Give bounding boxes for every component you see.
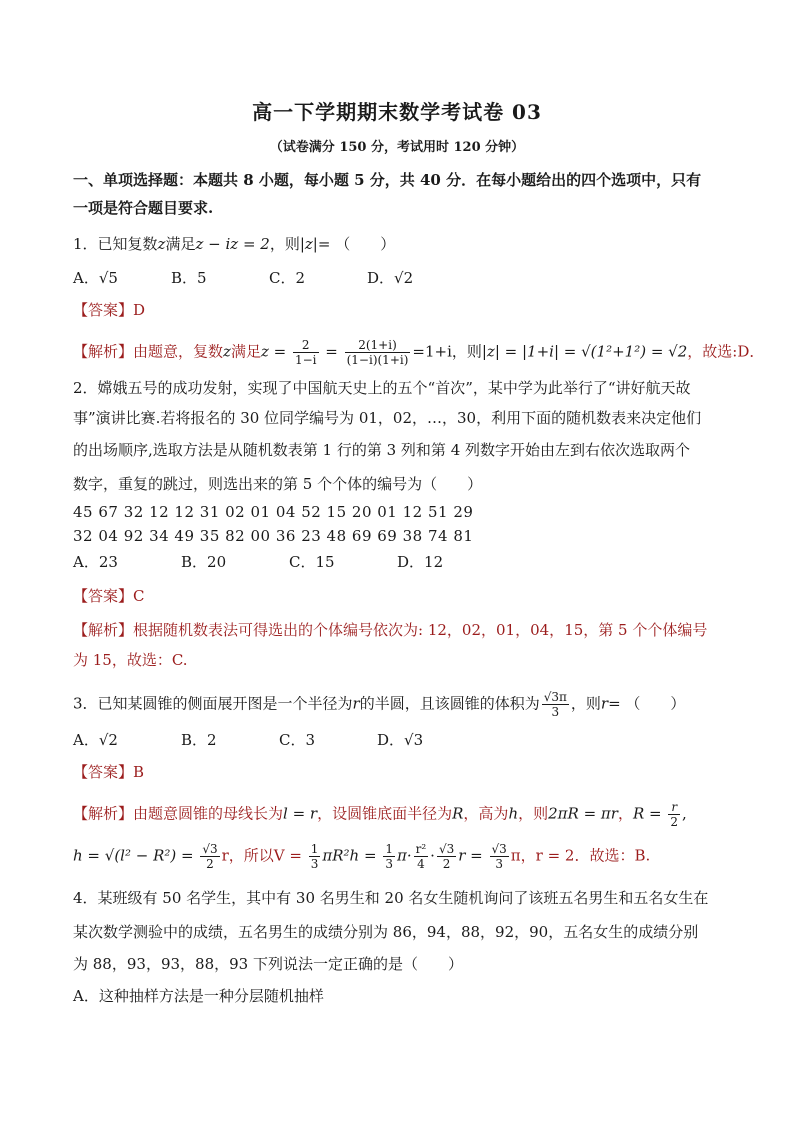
q3-fraction: [414, 842, 429, 871]
q1-condition: z − iz = 2: [195, 235, 270, 253]
q1-option-b: B．5: [171, 269, 207, 287]
q1-stem-text: 1．已知复数: [73, 235, 158, 253]
analysis-tag: 【解析】: [73, 804, 134, 823]
q3-option-d: D．√3: [377, 731, 424, 749]
q1-analysis-text: ，故选:D．: [687, 342, 765, 361]
q3-fraction: [200, 842, 219, 871]
q3-stem-text: 3．已知某圆锥的侧面展开图是一个半径为: [73, 694, 353, 713]
q3-fraction: [309, 842, 321, 871]
q2-random-table-row-1: 45 67 32 12 12 31 02 01 04 52 15 20 01 12 51 29: [73, 503, 474, 521]
q3-answer-value: B: [133, 763, 145, 781]
q3-analysis-text: 由题意圆锥的母线长为: [133, 804, 284, 823]
q3-fraction: [437, 842, 456, 871]
fraction-denominator: 3: [310, 857, 319, 871]
q1-analysis-math: =1+i，则: [412, 342, 482, 361]
q3-analysis-text: ，高为: [463, 804, 509, 823]
q3-analysis-math: ·: [430, 846, 435, 865]
q3-analysis-math: R =: [632, 804, 667, 823]
q3-stem-text: ，则: [570, 694, 601, 713]
fraction-numerator: r: [668, 800, 680, 815]
q3-analysis-text: r，所以V =: [221, 846, 307, 865]
q1-fraction-1: [293, 338, 319, 367]
fraction-numerator: √3: [202, 842, 218, 856]
q3-analysis-math: 2πR = πr: [548, 804, 618, 823]
analysis-tag: 【解析】: [73, 342, 134, 361]
q2-option-d: D．12: [397, 553, 444, 571]
fraction-denominator: 4: [417, 857, 425, 871]
q3-fraction-r-half: [668, 800, 680, 829]
q3-options: [73, 730, 475, 750]
q3-option-b: B．2: [181, 731, 217, 749]
section-header-line-2: 一项是符合题目要求.: [73, 199, 214, 217]
fraction-denominator: 3: [551, 705, 560, 719]
fraction-numerator: 1: [385, 842, 393, 856]
q3-analysis-math: R: [452, 804, 464, 823]
q2-stem-line-2: 事”演讲比赛.若将报名的 30 位同学编号为 01，02，…，30，利用下面的随机数表来决定他们: [73, 409, 702, 427]
q4-stem-line-2: 某次数学测验中的成绩，五名男生的成绩分别为 86，94，88，92，90，五名女生的成绩分别: [73, 923, 699, 941]
q1-analysis-text: 满足: [230, 342, 261, 361]
page-subtitle: （试卷满分 150 分，考试用时 120 分钟）: [269, 140, 525, 155]
fraction-denominator: (1−i)(1+i): [346, 353, 409, 367]
q2-analysis-line-2: 为 15，故选：C.: [73, 651, 188, 669]
q3-volume-fraction: [542, 690, 569, 719]
q3-analysis-line-2: [73, 842, 650, 871]
q2-analysis-text: 根据随机数表法可得选出的个体编号依次为: 12，02，01，04，15，第 5 个个体编号: [133, 621, 708, 639]
q3-option-c: C．3: [279, 731, 316, 749]
q3-analysis-text: π，r = 2．故选：B.: [510, 846, 651, 865]
analysis-tag: 【解析】: [73, 621, 134, 639]
q3-analysis-math: r =: [458, 846, 488, 865]
q2-option-b: B．20: [181, 553, 227, 571]
q1-analysis: [73, 338, 764, 367]
q4-option-a: A．这种抽样方法是一种分层随机抽样: [73, 987, 324, 1005]
q3-stem: [73, 690, 685, 719]
q2-stem-line-4: 数字，重复的跳过，则选出来的第 5 个个体的编号为（ ）: [73, 475, 483, 493]
q1-equals: =: [320, 342, 343, 361]
q1-abs-z: |z|: [299, 235, 318, 253]
q1-stem-text: 满足: [165, 235, 196, 253]
q1-stem-text: ，则: [269, 235, 300, 253]
q1-var-z: z: [157, 235, 166, 253]
q1-option-c: C．2: [269, 269, 306, 287]
q1-var-z: z: [223, 342, 231, 361]
q3-answer: [73, 762, 144, 782]
q3-analysis-math: h = √(l² − R²) =: [73, 846, 199, 865]
q1-answer: [73, 300, 145, 320]
q2-analysis-line-1: [73, 620, 707, 640]
q3-fraction: [383, 842, 395, 871]
q2-stem-line-3: 的出场顺序,选取方法是从随机数表第 1 行的第 3 列和第 4 列数字开始由左到右依次选取两个: [73, 441, 691, 459]
q3-var-r: r: [352, 694, 360, 713]
fraction-numerator: √3: [491, 842, 507, 856]
fraction-numerator: 2: [293, 338, 319, 353]
q3-option-a: A．√2: [73, 731, 118, 749]
q2-answer-value: C: [133, 587, 145, 605]
q4-stem-line-1: 4．某班级有 50 名学生，其中有 30 名男生和 20 名女生随机询问了该班五名男生和五名女生在: [73, 889, 709, 907]
q2-random-table-row-2: 32 04 92 34 49 35 82 00 36 23 48 69 69 38 74 81: [73, 527, 474, 545]
fraction-numerator: 2(1+i): [345, 338, 411, 353]
q3-fraction: [490, 842, 509, 871]
q3-analysis-text: ，设圆锥底面半径为: [317, 804, 453, 823]
q1-stem: [73, 234, 395, 254]
q3-analysis-math: h: [508, 804, 519, 823]
q3-stem-text: 的半圆，且该圆锥的体积为: [359, 694, 540, 713]
q3-analysis-text: ，: [617, 804, 633, 823]
q1-fraction-2: [345, 338, 411, 367]
page-title: 高一下学期期末数学考试卷 03: [252, 100, 542, 124]
fraction-denominator: 2: [206, 857, 214, 871]
fraction-denominator: 2: [442, 857, 451, 871]
q2-answer: [73, 586, 145, 606]
fraction-numerator: 1: [310, 842, 319, 856]
q1-option-a: A．√5: [73, 269, 118, 287]
q3-analysis-math: πR²h =: [322, 846, 382, 865]
answer-tag: 【答案】: [73, 301, 134, 319]
fraction-denominator: 2: [670, 815, 679, 829]
q4-stem-line-3: 为 88，93，93，88，93 下列说法一定正确的是（ ）: [73, 955, 463, 973]
q1-options: [73, 268, 465, 288]
q1-answer-value: D: [133, 301, 146, 319]
q2-stem-line-1: 2．嫦娥五号的成功发射，实现了中国航天史上的五个“首次”，某中学为此举行了“讲好航天故: [73, 379, 691, 397]
q3-var-r: r: [600, 694, 609, 713]
q3-analysis-math: π·: [396, 846, 412, 865]
fraction-numerator: r²: [415, 842, 427, 856]
section-header-line-1: 一、单项选择题：本题共 8 小题，每小题 5 分，共 40 分．在每小题给出的四个选项中，只有: [73, 171, 702, 189]
q1-analysis-math: |z| = |1+i| = √(1²+1²) = √2: [481, 342, 688, 361]
fraction-denominator: 3: [495, 857, 503, 871]
q1-option-d: D．√2: [367, 269, 414, 287]
q2-option-a: A．23: [73, 553, 118, 571]
fraction-denominator: 1−i: [294, 353, 317, 367]
q2-option-c: C．15: [289, 553, 335, 571]
answer-tag: 【答案】: [73, 763, 134, 781]
q3-analysis-math: l = r: [283, 804, 318, 823]
q1-analysis-math: z =: [260, 342, 291, 361]
q2-options: [73, 552, 505, 572]
q3-stem-text: = （ ）: [608, 694, 686, 713]
q3-analysis-text: ，则: [518, 804, 549, 823]
fraction-denominator: 3: [385, 857, 393, 871]
q1-analysis-text: 由题意，复数: [133, 342, 224, 361]
q3-analysis-line-1: 【解析】由题意圆锥的母线长为l = r，设圆锥底面半径为R，高为h，则2πR = πr，R = $\frac{r}{2}$ ,: [73, 800, 687, 829]
answer-tag: 【答案】: [73, 587, 134, 605]
q1-stem-text: = （ ）: [317, 235, 396, 253]
fraction-numerator: √3: [438, 842, 455, 856]
fraction-numerator: √3π: [543, 690, 567, 704]
